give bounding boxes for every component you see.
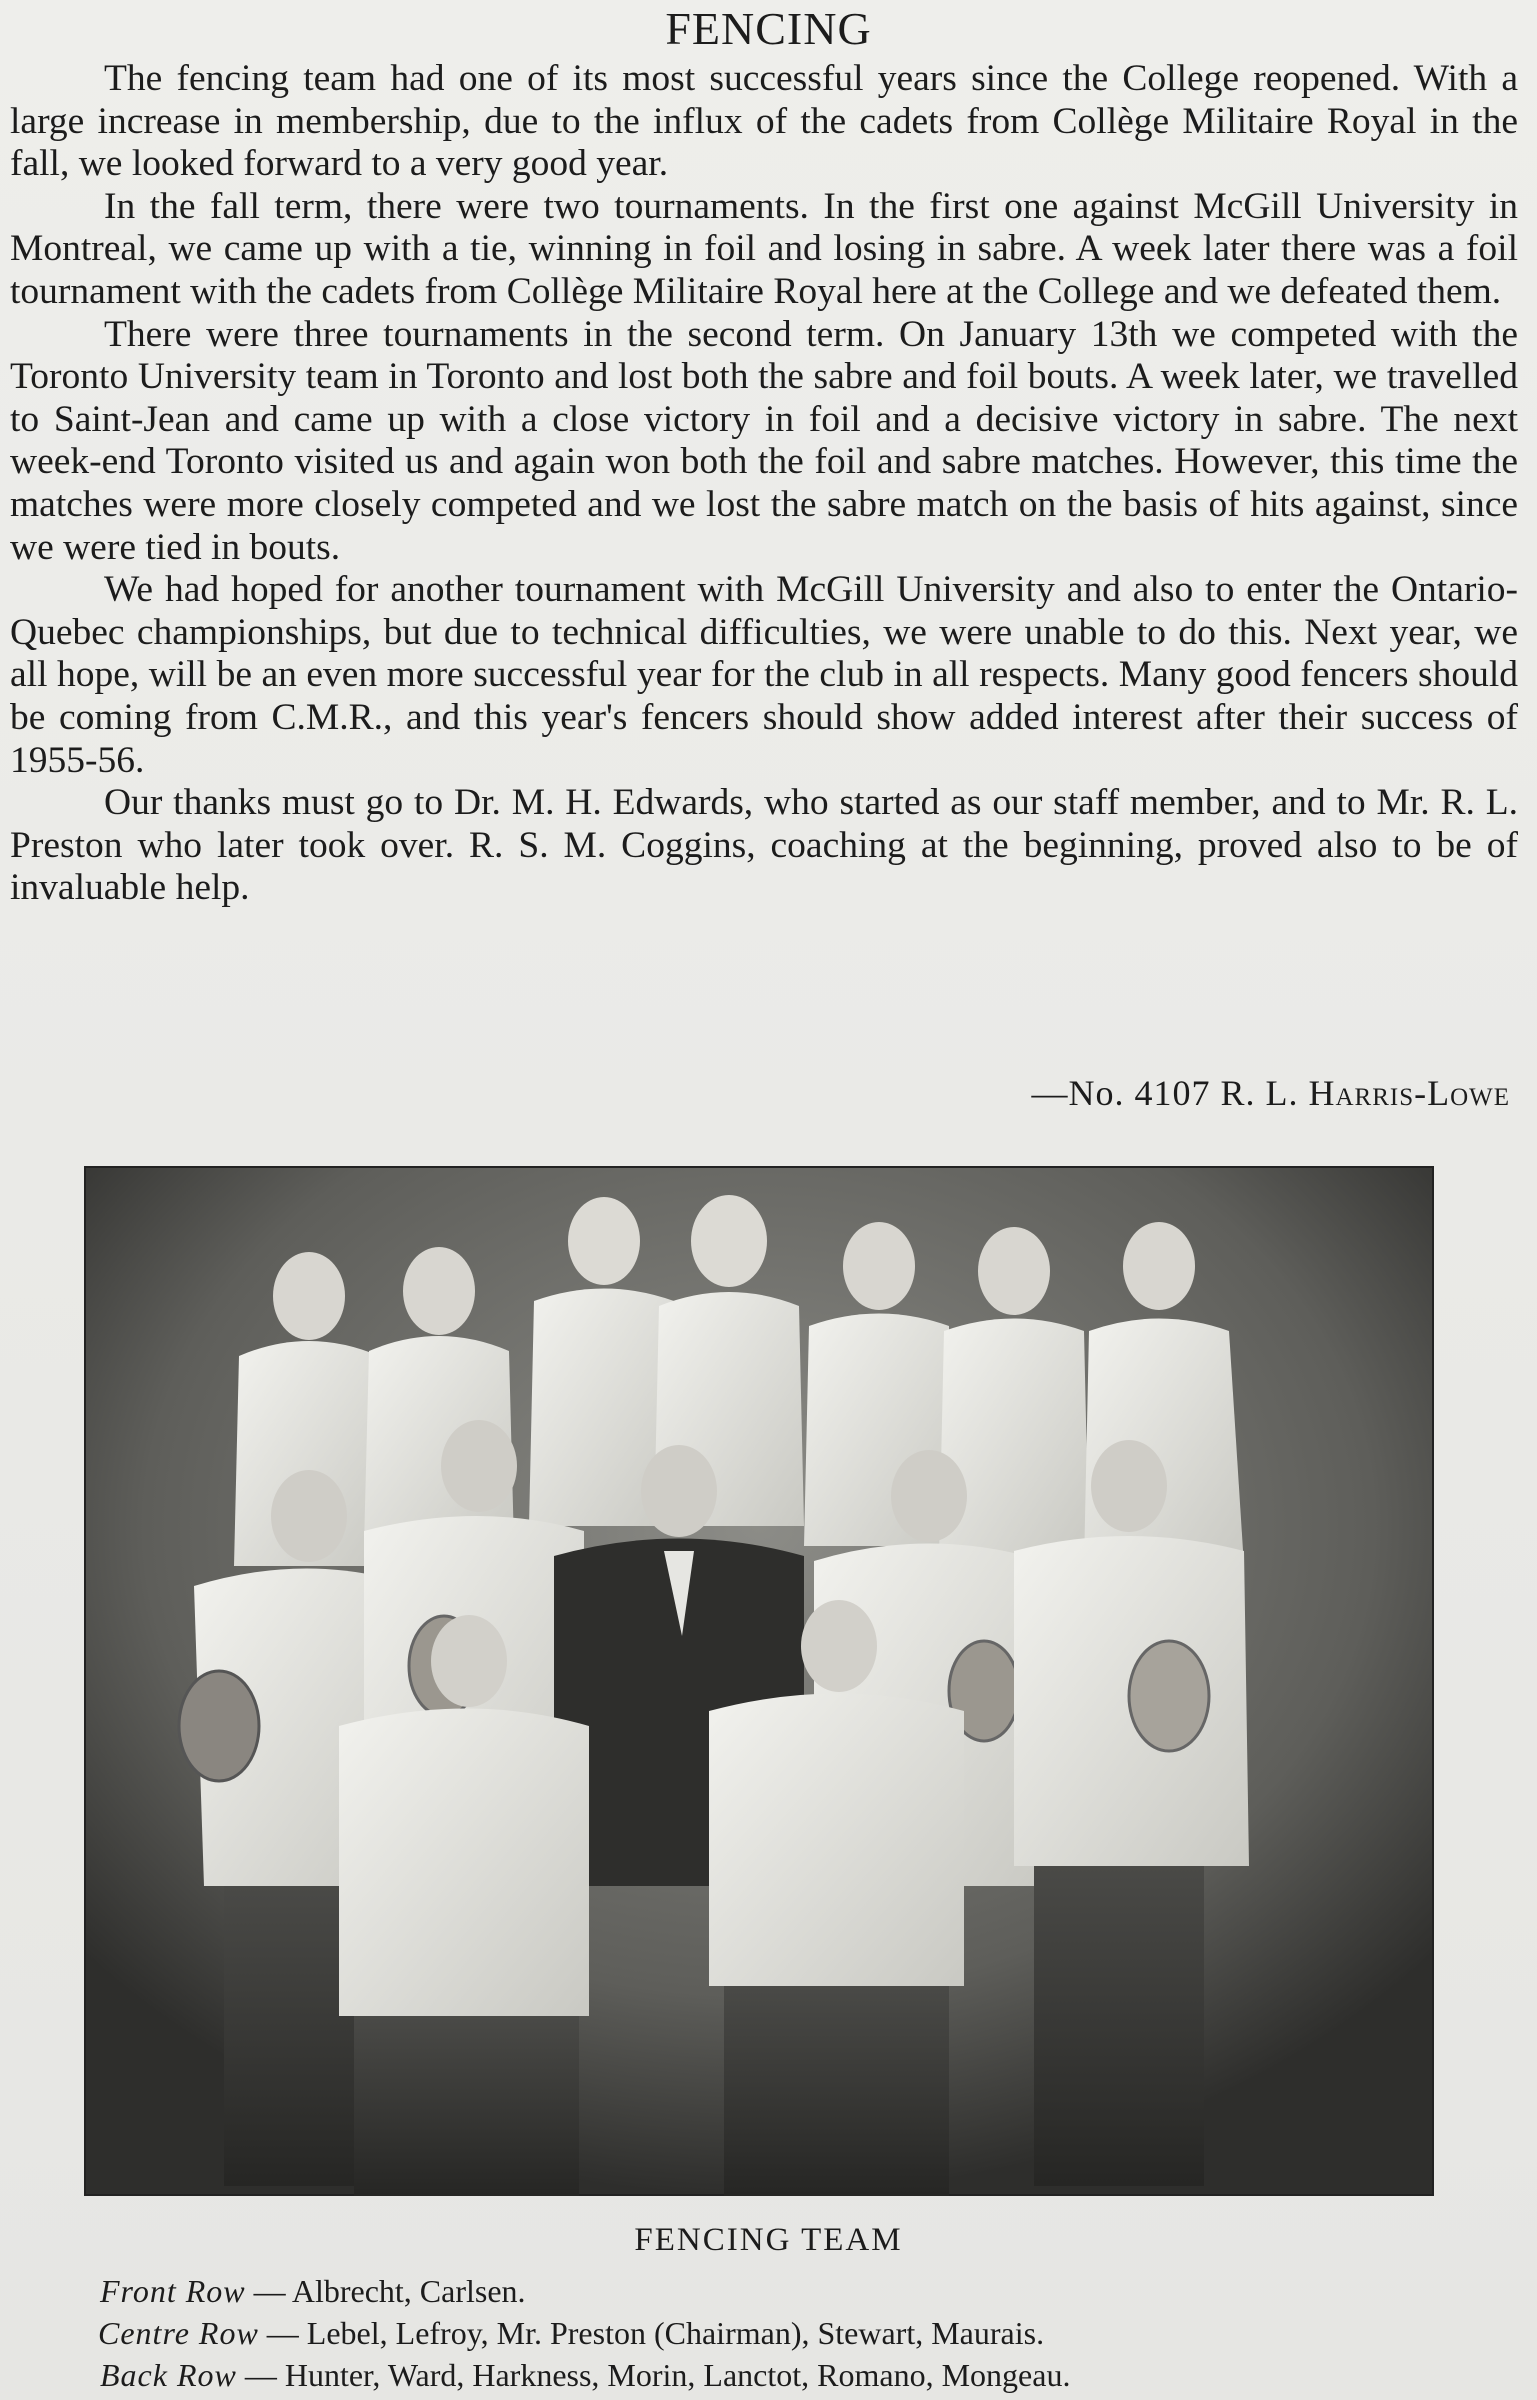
row-names: Albrecht, Carlsen. <box>291 2273 526 2309</box>
signature-prefix: —No. 4107 R. L. <box>1031 1073 1309 1113</box>
article-paragraph: In the fall term, there were two tournaments. In the first one against McGill University in Montreal, we came up with a tie, winning in foil and losing in sabre. A week later there was a foil tournament with the cadets from Collège Militaire Royal here at the College and we defeated them. <box>10 185 1518 312</box>
row-names: Hunter, Ward, Harkness, Morin, Lanctot, Romano, Mongeau. <box>284 2357 1071 2393</box>
caption-row-back <box>100 2354 1070 2396</box>
team-photo-illustration <box>84 1166 1434 2196</box>
author-signature <box>1031 1072 1510 1114</box>
row-label: Back Row <box>100 2357 237 2393</box>
caption-row-centre <box>98 2312 1070 2354</box>
row-label: Front Row <box>100 2273 246 2309</box>
row-separator: — <box>236 2357 285 2393</box>
row-separator: — <box>258 2315 307 2351</box>
article-paragraph: The fencing team had one of its most successful years since the College reopened. With a large increase in membership, due to the influx of the cadets from Collège Militaire Royal in the fall, we looked forward to a very good year. <box>10 58 1518 185</box>
article-body <box>10 58 1518 910</box>
article-paragraph: We had hoped for another tournament with McGill University and also to enter the Ontario-Quebec championships, but due to technical difficulties, we were unable to do this. Next year, we all hope, will be an even more successful year for the club in all respects. Many good fencers should be coming from C.M.R., and this year's fencers should show added interest after their success of 1955-56. <box>10 569 1518 781</box>
row-names: Lebel, Lefroy, Mr. Preston (Chairman), Stewart, Maurais. <box>306 2315 1045 2351</box>
page-title: FENCING <box>665 3 872 54</box>
signature-name: Harris-Lowe <box>1308 1073 1510 1113</box>
article-paragraph: Our thanks must go to Dr. M. H. Edwards, who started as our staff member, and to Mr. R. L. Preston who later took over. R. S. M. Coggins, coaching at the beginning, proved also to be of invaluable help. <box>10 782 1518 909</box>
row-separator: — <box>245 2273 292 2309</box>
photo-caption-rows <box>100 2270 1070 2396</box>
caption-row-front <box>100 2270 1070 2312</box>
row-label: Centre Row <box>98 2315 259 2351</box>
team-photo <box>84 1166 1434 2196</box>
photo-caption-title: FENCING TEAM <box>634 2222 903 2258</box>
article-paragraph: There were three tournaments in the second term. On January 13th we competed with the Toronto University team in Toronto and lost both the sabre and foil bouts. A week later, we travelled to Saint-Jean and came up with a close victory in foil and a decisive victory in sabre. The next week-end Toronto visited us and again won both the foil and sabre matches. However, this time the matches were more closely competed and we lost the sabre match on the basis of hits against, since we were tied in bouts. <box>10 313 1518 568</box>
